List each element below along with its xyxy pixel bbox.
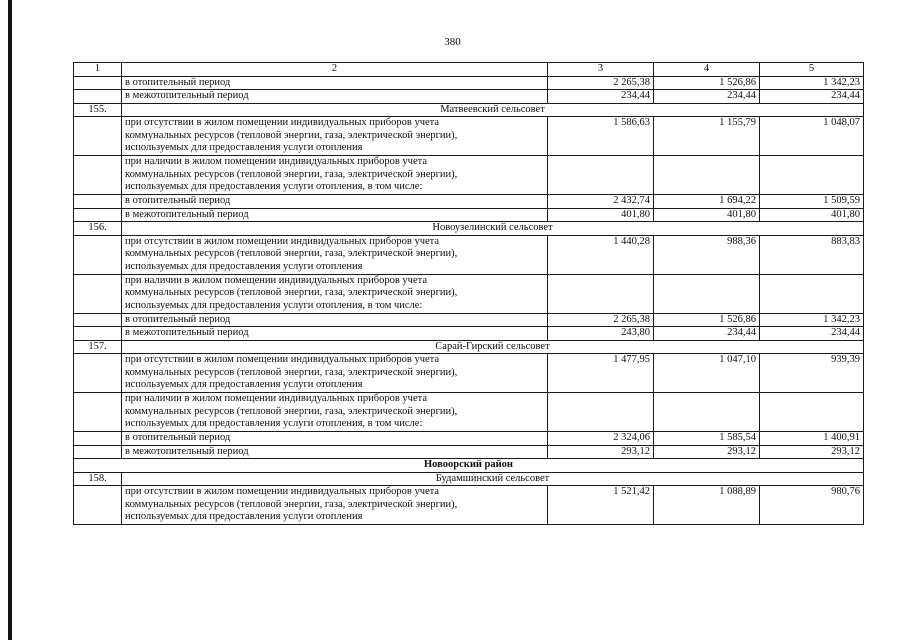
value-column-3: [548, 393, 654, 432]
row-number: [74, 274, 122, 313]
value-column-5: [760, 393, 864, 432]
description-line: используемых для предоставления услуги отопления: [125, 260, 363, 272]
page-number: 380: [444, 36, 461, 48]
row-number: [74, 90, 122, 104]
value-column-4: 1 088,89: [654, 486, 760, 525]
value-column-4: 988,36: [654, 235, 760, 274]
settlement-name: Сарай-Гирский сельсовет: [122, 340, 864, 354]
value-column-3: 1 521,42: [548, 486, 654, 525]
description-line: при отсутствии в жилом помещении индивидуальных приборов учета: [125, 486, 440, 497]
settlement-name: Новоузелинский сельсовет: [122, 222, 864, 236]
tariff-description: в отопительный период: [122, 313, 548, 327]
description-line: коммунальных ресурсов (тепловой энергии, газа, электрической энергии),: [125, 248, 458, 259]
description-line: коммунальных ресурсов (тепловой энергии, газа, электрической энергии),: [125, 366, 458, 378]
tariff-description: [122, 486, 548, 525]
value-column-5: 293,12: [760, 445, 864, 459]
scan-edge-shadow: [8, 0, 12, 640]
tariff-row: [74, 486, 864, 525]
tariff-description: [122, 117, 548, 156]
value-column-5: 401,80: [760, 208, 864, 222]
description-line: коммунальных ресурсов (тепловой энергии, газа, электрической энергии),: [125, 405, 458, 417]
value-column-3: 2 432,74: [548, 195, 654, 209]
column-number-header-row: [74, 63, 864, 77]
value-column-5: [760, 156, 864, 195]
value-column-4: 401,80: [654, 208, 760, 222]
value-column-3: 243,80: [548, 327, 654, 341]
settlement-section-row: [74, 340, 864, 354]
row-number: [74, 432, 122, 446]
value-column-5: 1 342,23: [760, 76, 864, 90]
settlement-name: Матвеевский сельсовет: [122, 103, 864, 117]
row-number: [74, 445, 122, 459]
tariff-row: [74, 445, 864, 459]
description-line: используемых для предоставления услуги отопления: [125, 379, 363, 390]
tariff-description: в отопительный период: [122, 76, 548, 90]
tariff-description: [122, 393, 548, 432]
row-number: [74, 327, 122, 341]
row-number: 155.: [74, 103, 122, 117]
column-header: 1: [74, 63, 122, 77]
tariff-description: в межотопительный период: [122, 208, 548, 222]
value-column-3: 293,12: [548, 445, 654, 459]
row-number: 156.: [74, 222, 122, 236]
description-line: при отсутствии в жилом помещении индивидуальных приборов учета: [125, 235, 440, 247]
description-line: при наличии в жилом помещении индивидуальных приборов учета: [125, 156, 427, 167]
value-column-3: 1 586,63: [548, 117, 654, 156]
value-column-5: 939,39: [760, 354, 864, 393]
tariff-row: [74, 117, 864, 156]
tariff-description: в отопительный период: [122, 195, 548, 209]
column-header: 2: [122, 63, 548, 77]
value-column-3: 1 477,95: [548, 354, 654, 393]
value-column-5: 1 400,91: [760, 432, 864, 446]
value-column-4: [654, 274, 760, 313]
value-column-5: 1 342,23: [760, 313, 864, 327]
column-header: 5: [760, 63, 864, 77]
value-column-4: 1 526,86: [654, 76, 760, 90]
description-line: коммунальных ресурсов (тепловой энергии, газа, электрической энергии),: [125, 287, 458, 298]
value-column-3: 234,44: [548, 90, 654, 104]
tariff-description: в межотопительный период: [122, 327, 548, 341]
tariff-row: [74, 274, 864, 313]
value-column-4: [654, 393, 760, 432]
row-number: [74, 313, 122, 327]
tariff-description: в отопительный период: [122, 432, 548, 446]
value-column-4: 1 047,10: [654, 354, 760, 393]
value-column-3: 2 265,38: [548, 76, 654, 90]
value-column-3: 2 324,06: [548, 432, 654, 446]
value-column-3: [548, 156, 654, 195]
column-header: 4: [654, 63, 760, 77]
tariff-description: [122, 354, 548, 393]
description-line: коммунальных ресурсов (тепловой энергии, газа, электрической энергии),: [125, 129, 458, 141]
value-column-3: [548, 274, 654, 313]
row-number: [74, 486, 122, 525]
row-number: [74, 156, 122, 195]
settlement-section-row: [74, 222, 864, 236]
description-line: используемых для предоставления услуги отопления, в том числе:: [125, 418, 423, 429]
tariff-row: [74, 235, 864, 274]
value-column-5: 1 509,59: [760, 195, 864, 209]
value-column-4: 1 526,86: [654, 313, 760, 327]
row-number: [74, 235, 122, 274]
description-line: при наличии в жилом помещении индивидуальных приборов учета: [125, 274, 427, 286]
value-column-4: 234,44: [654, 90, 760, 104]
tariff-description: в межотопительный период: [122, 445, 548, 459]
value-column-3: 2 265,38: [548, 313, 654, 327]
row-number: [74, 117, 122, 156]
tariff-row: [74, 313, 864, 327]
value-column-4: 293,12: [654, 445, 760, 459]
description-line: используемых для предоставления услуги отопления: [125, 142, 363, 153]
row-number: [74, 195, 122, 209]
description-line: при наличии в жилом помещении индивидуальных приборов учета: [125, 393, 427, 404]
description-line: при отсутствии в жилом помещении индивидуальных приборов учета: [125, 354, 440, 365]
tariff-row: [74, 208, 864, 222]
description-line: коммунальных ресурсов (тепловой энергии, газа, электрической энергии),: [125, 168, 458, 180]
tariff-row: [74, 76, 864, 90]
row-number: 157.: [74, 340, 122, 354]
value-column-5: 883,83: [760, 235, 864, 274]
description-line: используемых для предоставления услуги отопления, в том числе:: [125, 181, 423, 192]
value-column-5: 234,44: [760, 327, 864, 341]
district-header-row: [74, 459, 864, 473]
description-line: используемых для предоставления услуги отопления: [125, 511, 363, 522]
tariff-row: [74, 432, 864, 446]
row-number: [74, 208, 122, 222]
value-column-5: [760, 274, 864, 313]
settlement-section-row: [74, 103, 864, 117]
tariff-row: [74, 90, 864, 104]
tariff-description: [122, 156, 548, 195]
description-line: используемых для предоставления услуги отопления, в том числе:: [125, 299, 423, 311]
value-column-4: 1 585,54: [654, 432, 760, 446]
value-column-3: 401,80: [548, 208, 654, 222]
settlement-name: Будамшинский сельсовет: [122, 472, 864, 486]
tariff-row: [74, 156, 864, 195]
value-column-4: [654, 156, 760, 195]
value-column-3: 1 440,28: [548, 235, 654, 274]
value-column-5: 234,44: [760, 90, 864, 104]
district-name: Новоорский район: [74, 459, 864, 473]
column-header: 3: [548, 63, 654, 77]
value-column-4: 1 694,22: [654, 195, 760, 209]
tariff-row: [74, 327, 864, 341]
value-column-4: 1 155,79: [654, 117, 760, 156]
tariff-table: [73, 62, 864, 525]
value-column-5: 980,76: [760, 486, 864, 525]
tariff-description: в межотопительный период: [122, 90, 548, 104]
tariff-row: [74, 393, 864, 432]
tariff-row: [74, 354, 864, 393]
settlement-section-row: [74, 472, 864, 486]
value-column-5: 1 048,07: [760, 117, 864, 156]
row-number: [74, 354, 122, 393]
row-number: [74, 393, 122, 432]
tariff-description: [122, 235, 548, 274]
row-number: [74, 76, 122, 90]
tariff-description: [122, 274, 548, 313]
value-column-4: 234,44: [654, 327, 760, 341]
description-line: коммунальных ресурсов (тепловой энергии, газа, электрической энергии),: [125, 498, 458, 510]
description-line: при отсутствии в жилом помещении индивидуальных приборов учета: [125, 117, 440, 128]
row-number: 158.: [74, 472, 122, 486]
tariff-row: [74, 195, 864, 209]
